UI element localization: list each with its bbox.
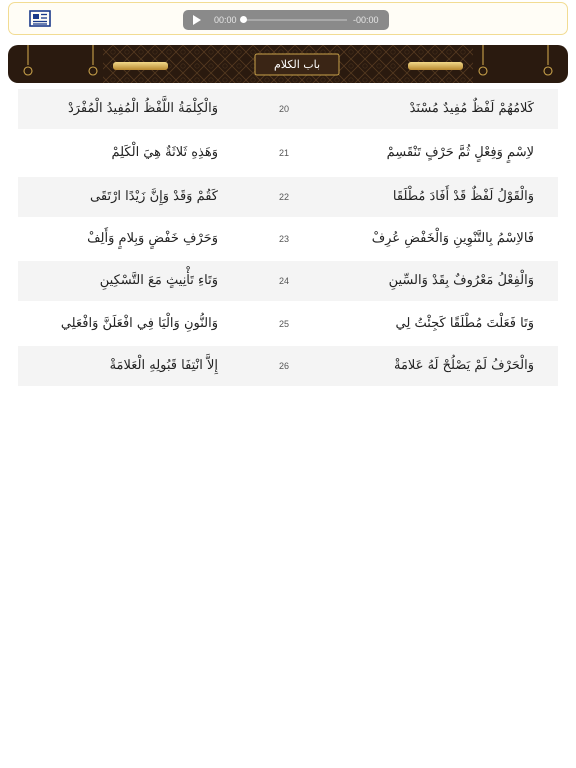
chapter-title: باب الكلام: [273, 58, 321, 71]
audio-player: [183, 10, 389, 30]
verse-row[interactable]: [18, 89, 558, 129]
verse-row[interactable]: [18, 219, 558, 259]
verse-number: 24: [278, 276, 289, 286]
verse-number: 20: [278, 104, 289, 114]
top-toolbar: [8, 2, 568, 35]
verse-row[interactable]: [18, 177, 558, 217]
verse-number: 25: [278, 319, 289, 329]
verse-row[interactable]: [18, 133, 558, 173]
verse-number: 22: [278, 192, 289, 202]
verse-second-half: وَحَرْفِ خَفْضٍ وَبِلامٍ وَأَلِفْ: [87, 231, 218, 246]
verse-second-half: وَالْكِلْمَةُ اللَّفْظُ الْمُفِيدُ الْمُفْرَدْ: [67, 101, 218, 116]
verse-first-half: وَالْفِعْلُ مَعْرُوفٌ بِقَدْ وَالسِّينِ: [388, 273, 534, 288]
verse-second-half: وَالنُّونِ وَالْيَا فِي افْعَلَنَّ وَافْعَلِي: [60, 316, 218, 331]
verse-second-half: كَقُمْ وَقَدْ وَإِنَّ زَيْدًا ارْتَقَى: [90, 189, 218, 204]
verse-second-half: وَتَاءِ تَأْنِيثٍ مَعَ التَّسْكِينِ: [99, 273, 218, 288]
current-time: 00:00: [214, 15, 237, 25]
progress-knob[interactable]: [240, 16, 247, 23]
verse-first-half: لاِسْمٍ وَفِعْلٍ ثُمَّ حَرْفٍ تَنْقَسِمْ: [386, 145, 534, 160]
chapter-banner: [8, 45, 568, 83]
verse-number: 26: [278, 361, 289, 371]
verse-row[interactable]: [18, 304, 558, 344]
verse-second-half: وَهَذِهِ ثَلاثَةٌ هِيَ الْكَلِمْ: [111, 145, 218, 160]
progress-track[interactable]: [243, 19, 347, 21]
verse-first-half: فَالاِسْمُ بِالتَّنْوِينِ وَالْخَفْضِ عُرِفْ: [371, 231, 534, 246]
newspaper-icon[interactable]: [29, 10, 51, 27]
verse-first-half: كَلامُهُمْ لَفْظٌ مُفِيدٌ مُسْنَدْ: [409, 101, 534, 116]
verse-number: 23: [278, 234, 289, 244]
verse-row[interactable]: [18, 346, 558, 386]
verse-number: 21: [278, 148, 289, 158]
remaining-time: -00:00: [353, 15, 379, 25]
verse-second-half: إِلاَّ انْتِفَا قَبُولِهِ الْعَلامَةْ: [109, 358, 218, 373]
verse-first-half: وَتَا فَعَلْتَ مُطْلَقًا كَجِئْتُ لِي: [395, 316, 534, 331]
verse-first-half: وَالْقَوْلُ لَفْظٌ قَدْ أَفَادَ مُطْلَقَا: [392, 189, 534, 204]
verse-first-half: وَالْحَرْفُ لَمْ يَصْلُحْ لَهُ عَلامَةْ: [394, 358, 534, 373]
play-icon[interactable]: [193, 15, 201, 25]
verse-row[interactable]: [18, 261, 558, 301]
